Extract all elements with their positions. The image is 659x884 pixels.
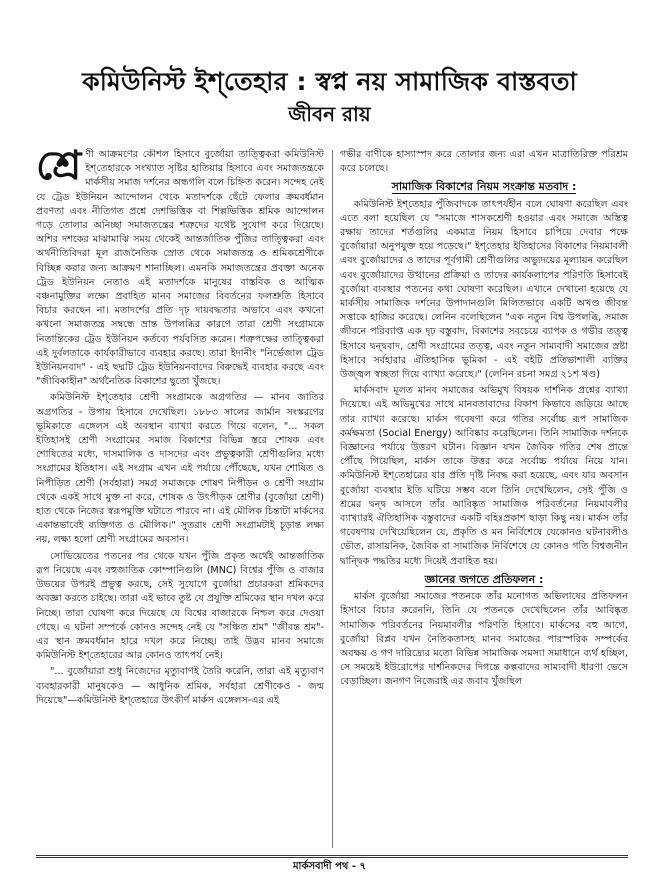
section-heading-1 bbox=[340, 180, 628, 194]
footer-text: মার্কসবাদী পথ - ৭ bbox=[285, 861, 374, 872]
right-paragraph-2: কমিউনিস্ট ইশ্‌তেহার পুঁজিবাদকে তাৎপর্যহীন বলে ঘোষণা করেছিল এবং এতে বলা হয়েছিল যে "সমাজে শাসকশ্রেণী হওয়ার এবং সমাজে অস্তিত্ব রক্ষায় তাদের শর্তগুলির একমাত্র নিয়ম হিসাবে চাপিয়ে দেবার পক্ষে বুর্জোয়ারা অনুপযুক্ত হয়ে পড়েছে।" ইশ্‌তেহার ইতিহাসের বিকাশের নিয়মাবলী এবং বুর্জোয়াদের ও তাদের পূর্বগামী শ্রেণীগুলির অভ্যুদয়ের মূল্যায়ন করেছিল এবং বুর্জোয়াদের উত্থানের প্রক্রিয়া ও তাদের কার্যকলাপের পরিণতি হিসাবেই বুর্জোয়া ব্যবস্থার পতনের কথা ঘোষণা করেছিল। এখানে দেখানো হয়েছে যে মার্কসীয় সামাজিক দর্শনের উপাদানগুলি মিলিতভাবে একটি অখণ্ড জীবন্ত সত্তাকে হাজির করেছে। লেনিন বলেছিলেন "এক নতুন বিশ্ব উপলব্ধি, সমাজ জীবনে পরিব্যাপ্ত এক দৃঢ় বস্তুবাদ, বিকাশের সবচেয়ে ব্যাপক ও গভীর তত্ত্ব হিসাবে দ্বন্দ্ববাদ, শ্রেণী সংগ্রামের তত্ত্ব, এবং নতুন সাম্যবাদী সমাজের স্রষ্টা হিসাবে সর্বহারার ঐতিহাসিক ভূমিকা - এই বইটি প্রতিভাশালী ব্যক্তির উজ্জ্বল স্বচ্ছতা দিয়ে ব্যাখ্যা করেছে।" (লেনিন রচনা সমগ্র ২১শ খণ্ড) bbox=[340, 198, 628, 381]
left-paragraph-4: "... বুর্জোয়ারা শুধু নিজেদের মৃত্যুবাণই তৈরি করেনি, তারা এই মৃত্যুবাণ ব্যবহারকারী মানুষকেও — আধুনিক শ্রমিক, সর্বহারা শ্রেণীকেও - জন্ম দিয়েছে"—কমিউনিস্ট ইশ্‌তেহারে উৎকীর্ণ মার্কস এঙ্গেলস-এর এই bbox=[36, 666, 324, 706]
column-divider bbox=[332, 150, 333, 848]
left-paragraph-1-text: ণী আক্রমণের কৌশল হিসাবে বুর্জোয়া তাত্ত্বিকরা কমিউনিস্ট ইশ্‌তেহারকে সংখ্যাত সৃষ্টির হাতিয়ার হিসাবে এবং সমাজতন্ত্রকে মার্কসীয় সমাজ দর্শনের অন্ধগলি বলে চিহ্নিত করেন। সন্দেহ নেই যে ট্রেড ইউনিয়ন আন্দোলন থেকে মতাদর্শকে ছেঁটে ফেলার ক্রমবর্ধমান প্রবণতা এবং নীতিগত প্রশ্নে দেশভিত্তিক বা শিল্পভিত্তিক শ্রমিক আন্দোলন গড়ে তোলার অনিচ্ছা সমাজতন্ত্রের শত্রুদের যথেষ্ট সুযোগ করে দিয়েছে। অশির দশকের মাঝামাঝি সময় থেকেই আন্তর্জাতিক পুঁজির তাত্ত্বিকরা এবং অর্থনীতিবিদরা মূল রাজনৈতিক স্রোত থেকে সমাজতন্ত্র ও শ্রমিকশ্রেণীকে বিচ্ছিন্ন করার জন্য আক্রমণ শানাচ্ছিল। এমনকি সমাজতন্ত্রের প্রবক্তা অনেক ট্রেড ইউনিয়ন নেতাও এই মতাদর্শকে মানুষের বাস্তবিক ও আত্মিক বঞ্চনামুক্তির লক্ষ্যে প্রবাহিত মানব সমাজের বিবর্তনের ফলশ্রুতি হিসাবে বিচার করছেন না। মতাদর্শের প্রতি দৃঢ় দায়বদ্ধতার অভাবে এবং কখনো কখনো সমাজতন্ত্র সম্বন্ধে ভ্রান্ত উপলব্ধির কারণে তারা শ্রেণী সংগ্রামকে নিতান্তিকের ট্রেড ইউনিয়ন কর্তব্যে পর্যবসিত করেন। শত্রুপক্ষের তাত্ত্বিকরা এই দুর্বলতাকে কার্যকারীভাবে ব্যবহার করছে। তারা ইদানীং "নির্ভেজাল ট্রেড ইউনিয়নবাদ" - এই ছদ্মটি ট্রেড ইউনিয়নবাদের বিরুদ্ধেই ব্যবহার করছে এবং "জীবিকাহীন" অর্থনৈতিক বিকাশের ছুতো খুঁজছে। bbox=[36, 149, 324, 388]
page-footer bbox=[0, 859, 659, 876]
right-column bbox=[340, 148, 628, 850]
right-paragraph-4: মার্কস বুর্জোয়া সমাজের পতনকে তাঁর মনোগত অভিলাষের প্রতিফলন হিসাবে বিচার করেননি, তিনি যে পতনকে দেখেছিলেন তাঁর আবিষ্কৃত সামাজিক পরিবর্তনের নিয়মাবলীর পরিণতি হিসাবে। মার্কসের বহু আগে, বুর্জোয়া বিপ্লব যখন নৈতিকতাসহ মানব সমাজের পারস্পরিক সম্পর্কের অবক্ষয় ও গণ দারিদ্র্যের মতো বিভিন্ন সামাজিক সমস্যা সমাধানে ব্যর্থ হচ্ছিল, সে সময়েই ইউরোপের দার্শনিকদের দিগন্তে কল্পবাদের সাম্যবাদী ধারণা ভেসে বেড়াচ্ছিল। জনগণ নিজেরাই এর জবাব খুঁজছিল bbox=[340, 591, 628, 688]
left-column bbox=[36, 148, 324, 850]
section-heading-2-text: জ্ঞানের জগতে প্রতিফলন : bbox=[424, 572, 544, 586]
section-heading-1-text: সামাজিক বিকাশের নিয়ম সংক্রান্ত মতবাদ : bbox=[391, 180, 577, 194]
left-paragraph-2: কমিউনিস্ট ইশ্‌তেহার শ্রেণী সংগ্রামকে অগ্রগতির — মানব জাতির অগ্রগতির - উপায় হিসাবে দেখেছিল। ১৮৮৩ সালের জার্মান সংস্করণের ভূমিকাতে এঙ্গেলস এই অবস্থান ব্যাখ্যা করতে গিয়ে বলেন, "... সকল ইতিহাসই শ্রেণী সংগ্রামের সমাজ বিকাশের বিভিন্ন স্তরে শোষক এবং শোষিতের মধ্যে, দাসমালিক ও দাসদের এবং প্রভুত্বকারী শ্রেণীগুলির মধ্যে সংগ্রামের ইতিহাস। এই সংগ্রাম এখন এই পর্যায়ে পৌঁছেছে, যখন শোষিত ও নিপীড়িত শ্রেণী (সর্বহারা) সমগ্র সমাজকে শোষণ নিপীড়ন ও শ্রেণী সংগ্রাম থেকে একই সাথে মুক্ত না করে, শোষক ও উৎপীড়ক শ্রেণীর (বুর্জোয়া শ্রেণী) হাত থেকে নিজের স্বরূপমুক্তি ঘটাতে পারবে না। এই মৌলিক চিন্তাটা মার্কসের একান্তভাবেই ব্যক্তিগত ও মৌলিক।" সুতরাং শ্রেণী সংগ্রামটাই চূড়ান্ত লক্ষ্য নয়, লক্ষ্য হলো শ্রেণী সংগ্রামের অবসান। bbox=[36, 392, 324, 546]
left-paragraph-3: সোভিয়েতের পতনের পর থেকে যখন পুঁজি প্রকৃত অর্থেই আন্তর্জাতিক রূপ নিয়েছে এবং বহুজাতিক কোম্পানিগুলি (MNC) বিশ্বের পুঁজি ও বাজার উভয়ের উপরই প্রভুত্ব করছে, সেই সুযোগে বুর্জোয়া প্রচারকরা শ্রমিকদের অবজ্ঞা করতে চাইছে। তারা এই ভাবে তুষ্ট যে প্রযুক্তি শ্রমিকের স্থান দখল করে নিচ্ছে। তারা ঘোষণা করে দিয়েছে যে বিশ্বের বাজারকে নিশ্চল করে দেওয়া গেছে। এ ঘটনা সম্পর্কে কোনও সন্দেহ নেই যে "সঞ্চিত শ্রম" "জীবন্ত শ্রম"-এর স্থান ক্রমবর্ধমান হারে দখল করে নিচ্ছে। তাই উদ্ভব মানব সমাজে কমিউনিস্ট ইশ্‌তেহারের আর কোনও তাৎপর্য নেই। bbox=[36, 550, 324, 662]
right-paragraph-1: গভীর বাণীকে হাস্যাস্পদ করে তোলার জন্য এরা এখন মাত্রাতিরিক্ত পরিশ্রম করে চলেছে। bbox=[340, 149, 628, 175]
footer-rule bbox=[36, 855, 628, 858]
drop-cap: শ্রে bbox=[36, 148, 82, 189]
section-heading-2 bbox=[340, 573, 628, 587]
article-title: কমিউনিস্ট ইশ্‌তেহার : স্বপ্ন নয় সামাজিক বাস্তবতা bbox=[82, 67, 577, 96]
right-paragraph-3: মার্কসবাদ মূলত মানব সমাজের অভিমুখ বিষয়ক দার্শনিক প্রশ্নের ব্যাখ্যা দিয়েছে। এই অভিমুখের সাথে মানবতাবাদের বিকাশ কিভাবে জড়িয়ে আছে তার ব্যাখ্যা করেছে। মার্কস গবেষণা করে গতির সর্বোচ্চ রূপ সামাজিক কর্মক্ষমতা (Social Energy) আবিষ্কার করেছিলেন। তিনি সামাজিক দর্শনকে বিজ্ঞানের পর্যায়ে উত্তরণ ঘটান। বিজ্ঞান যখন জৈবিক গতির শেষ প্রান্তে পৌঁছে গিয়েছিল, মার্কস তাকে উত্তর করে সর্বোচ্চ পর্যায়ে নিয়ে যান। কমিউনিস্ট ইশ্‌তেহারের যার প্রতি দৃষ্টি নিবদ্ধ করা হয়েছে, এবং যার অবসান বুর্জোয়া ব্যবস্থার ইতি ঘটিয়ে সম্ভব বলে তিনি দেখেছিলেন, সেই পুঁজি ও শ্রমের দ্বন্দ্ব আসলে তাঁর আবিষ্কৃত সামাজিক পরিবর্তনের নিয়মাবলীর ব্যাখ্যারই ঐতিহাসিক বস্তুবাদের একটি বহিঃপ্রকাশ ছাড়া কিছু নয়। মার্কস তাঁর গবেষণায় দেখিয়েছিলেন যে, প্রকৃতি ও মন নির্বিশেষে যেকোনও ঘটনাবলীও ভৌত, রাসায়নিক, জৈবিক বা সামাজিক নির্বিশেষে যে কোনও গতি বিশ্বজনীন দ্বান্দ্বিক পদ্ধতির মধ্যে দিয়েই প্রবাহিত হয়। bbox=[340, 385, 628, 567]
article-author: জীবন রায় bbox=[288, 102, 371, 126]
left-paragraph-1 bbox=[36, 148, 324, 389]
